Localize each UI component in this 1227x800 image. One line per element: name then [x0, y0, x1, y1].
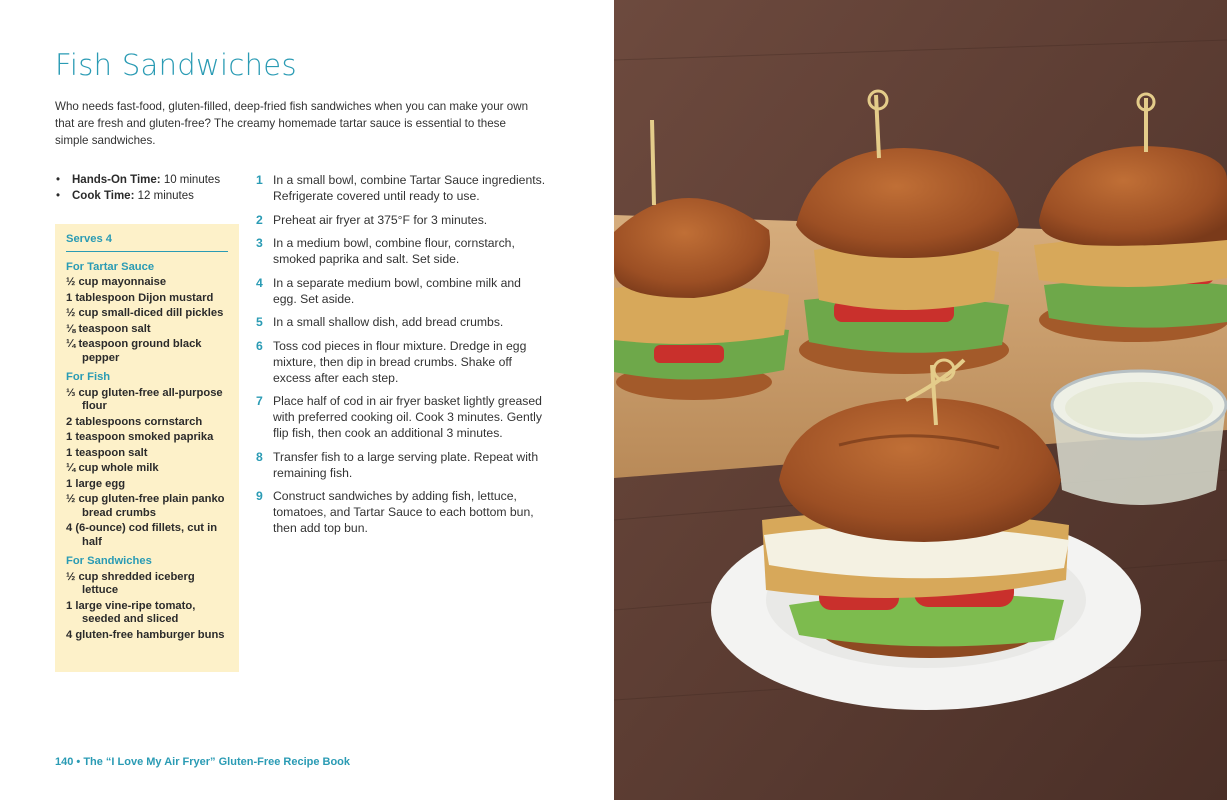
step-text: Toss cod pieces in flour mixture. Dredge in egg mixture, then dip in bread crumbs. Shake off excess after each step. — [273, 338, 527, 385]
ingredient: 1 teaspoon salt — [66, 446, 148, 459]
page-title: Fish Sandwiches — [55, 48, 297, 82]
step-number: 1 — [256, 173, 263, 187]
sandwich-photo-illustration — [614, 0, 1227, 800]
recipe-photo — [614, 0, 1227, 800]
ingredient: ½ cup shredded iceberg lettuce — [66, 570, 195, 596]
step-number: 8 — [256, 449, 263, 464]
ingredient: 2 tablespoons cornstarch — [66, 415, 203, 428]
fish-heading: For Fish — [66, 371, 111, 383]
ingredient: ¼ cup whole milk — [66, 462, 159, 474]
step-number: 6 — [256, 338, 263, 353]
step-text: In a medium bowl, combine flour, cornstarch, smoked paprika and salt. Set side. — [273, 236, 515, 266]
ingredient: ½ cup mayonnaise — [66, 276, 167, 288]
step-text: In a small shallow dish, add bread crumbs. — [273, 315, 504, 329]
ingredients-sidebar — [55, 224, 239, 672]
ingredient: ⅛ teaspoon salt — [66, 322, 151, 335]
sandwiches-heading: For Sandwiches — [66, 555, 152, 567]
step-text: In a small bowl, combine Tartar Sauce ingredients. Refrigerate covered until ready to use. — [273, 173, 546, 203]
step-number: 4 — [256, 275, 263, 290]
hands-on-time: • Hands-On Time: 10 minutes — [55, 172, 245, 188]
step-number: 9 — [256, 489, 263, 503]
step — [256, 235, 546, 267]
step-text: Preheat air fryer at 375°F for 3 minutes. — [273, 212, 488, 227]
ingredient: 1 teaspoon smoked paprika — [66, 431, 214, 443]
step-number: 5 — [256, 315, 263, 329]
recipe-intro: Who needs fast-food, gluten-filled, deep-fried fish sandwiches when you can make your own that are fresh and gluten-free? The creamy homemade tartar sauce is essential to these simple sandwiches. — [55, 100, 529, 147]
cook-time: • Cook Time: 12 minutes — [55, 188, 245, 204]
ingredient: ½ cup gluten-free plain panko bread crumbs — [66, 493, 225, 519]
ingredient: 1 tablespoon Dijon mustard — [66, 291, 214, 304]
step-text: Construct sandwiches by adding fish, lettuce, tomatoes, and Tartar Sauce to each bottom bun, then add top bun. — [273, 489, 534, 535]
step-number: 7 — [256, 394, 263, 408]
tartar-sauce-bowl — [1052, 371, 1226, 505]
step — [256, 212, 546, 228]
step — [256, 449, 546, 481]
step — [256, 338, 546, 386]
ingredient: 1 large egg — [66, 477, 126, 490]
ingredient: 1 large vine-ripe tomato, seeded and sliced — [66, 599, 196, 625]
step-number: 2 — [256, 212, 263, 227]
tartar-heading: For Tartar Sauce — [66, 260, 155, 273]
serves-heading: Serves 4 — [66, 233, 228, 252]
ingredient: ½ cup small-diced dill pickles — [66, 307, 224, 319]
time-list — [55, 172, 245, 204]
ingredient: ¼ teaspoon ground black pepper — [66, 338, 202, 364]
step — [256, 275, 546, 307]
step-text: In a separate medium bowl, combine milk and egg. Set aside. — [273, 275, 521, 306]
ingredient: ⅓ cup gluten-free all-purpose flour — [66, 386, 223, 412]
step — [256, 393, 546, 441]
ingredient: 4 (6-ounce) cod fillets, cut in half — [66, 522, 218, 548]
step-text: Transfer fish to a large serving plate. Repeat with remaining fish. — [273, 449, 539, 480]
steps-list — [256, 172, 546, 544]
step — [256, 488, 546, 536]
page-footer: 140 • The “I Love My Air Fryer” Gluten-Free Recipe Book — [55, 756, 351, 768]
ingredient: 4 gluten-free hamburger buns — [66, 628, 225, 641]
step — [256, 172, 546, 204]
step-number: 3 — [256, 236, 263, 250]
step — [256, 314, 546, 330]
step-text: Place half of cod in air fryer basket lightly greased with preferred cooking oil. Cook 3 minutes. Gently flip fish, then cook an additional 3 minutes. — [273, 394, 542, 440]
